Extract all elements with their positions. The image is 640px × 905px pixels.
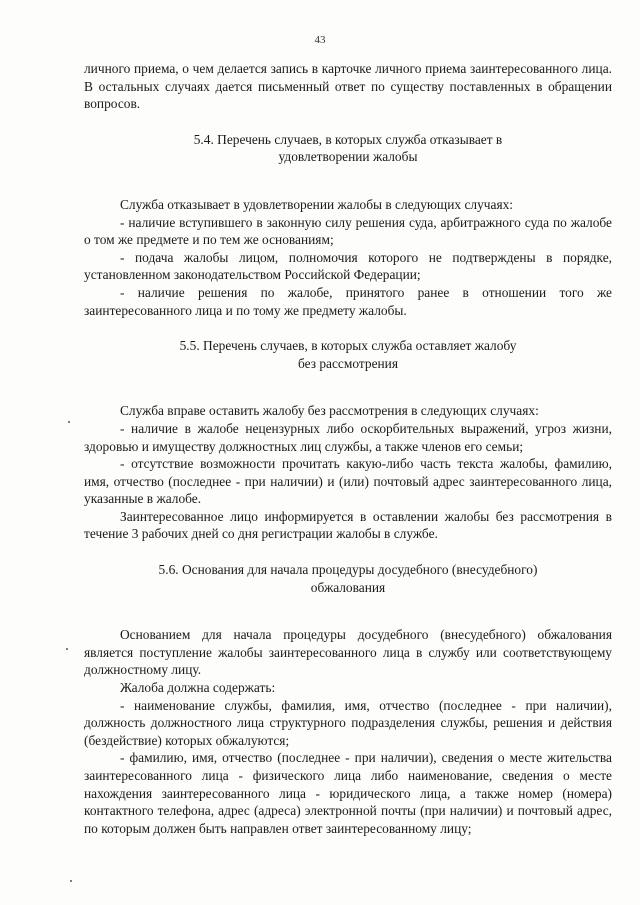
paragraph: Основанием для начала процедуры досудебного (внесудебного) обжалования является поступление жалобы заинтересованного лица в службу или соответствующему должностному лицу. — [84, 627, 612, 678]
list-item: - наличие в жалобе нецензурных либо оскорбительных выражений, угроз жизни, здоровью и имуществу должностных лиц службы, а также членов его семьи; — [84, 420, 612, 454]
document-body — [84, 60, 612, 837]
list-item: - наименование службы, фамилия, имя, отчество (последнее - при наличии), должность должностного лица структурного подразделения службы, решения и действия (бездействие) которых обжалуются; — [84, 697, 612, 748]
intro-paragraph: личного приема, о чем делается запись в карточке личного приема заинтересованного лица. В остальных случаях дается письменный ответ по существу поставленных в обращении вопросов. — [84, 61, 612, 112]
scan-speck — [70, 880, 72, 882]
page-number: 43 — [314, 34, 326, 46]
section-5-4-heading — [84, 131, 612, 166]
paragraph: Заинтересованное лицо информируется в оставлении жалобы без рассмотрения в течение 3 рабочих дней со дня регистрации жалобы в службе. — [84, 508, 612, 542]
scan-speck — [66, 648, 68, 650]
list-item: - отсутствие возможности прочитать какую-либо часть текста жалобы, фамилию, имя, отчество (последнее - при наличии) и (или) почтовый адрес заинтересованного лица, указанные в жалобе. — [84, 456, 612, 507]
scan-speck — [68, 421, 70, 423]
section-5-6-heading-line2: обжалования — [310, 579, 386, 595]
list-item: - подача жалобы лицом, полномочия которого не подтверждены в порядке, установленном законодательством Российской Федерации; — [84, 249, 612, 283]
section-5-5-heading — [84, 337, 612, 372]
section-5-4 — [84, 131, 612, 319]
section-5-4-heading-line1: 5.4. Перечень случаев, в которых служба отказывает в — [193, 131, 503, 147]
section-5-6-heading-line1: 5.6. Основания для начала процедуры досудебного (внесудебного) — [158, 562, 538, 578]
section-5-6 — [84, 561, 612, 837]
section-5-6-heading — [84, 561, 612, 596]
paragraph: Служба вправе оставить жалобу без рассмотрения в следующих случаях: — [120, 403, 539, 419]
paragraph: Жалоба должна содержать: — [120, 680, 276, 696]
section-5-5-heading-line2: без рассмотрения — [297, 355, 399, 371]
section-5-4-heading-line2: удовлетворении жалобы — [278, 149, 418, 165]
list-item: - наличие решения по жалобе, принятого ранее в отношении того же заинтересованного лица и по тому же предмету жалобы. — [84, 284, 612, 318]
list-item: - фамилию, имя, отчество (последнее - при наличии), сведения о месте жительства заинтересованного лица - физического лица либо наименование, сведения о месте нахождения заинтересованного лица - юридического лица, а также номер (номера) контактного телефона, адрес (адреса) электронной почты (при наличии) и почтовый адрес, по которым должен быть направлен ответ заинтересованному лицу; — [84, 750, 612, 836]
paragraph: Служба отказывает в удовлетворении жалобы в следующих случаях: — [120, 196, 514, 212]
section-5-5-heading-line1: 5.5. Перечень случаев, в которых служба оставляет жалобу — [179, 338, 517, 354]
list-item: - наличие вступившего в законную силу решения суда, арбитражного суда по жалобе о том же предмете и по тем же основаниям; — [84, 214, 612, 248]
section-5-5 — [84, 337, 612, 543]
